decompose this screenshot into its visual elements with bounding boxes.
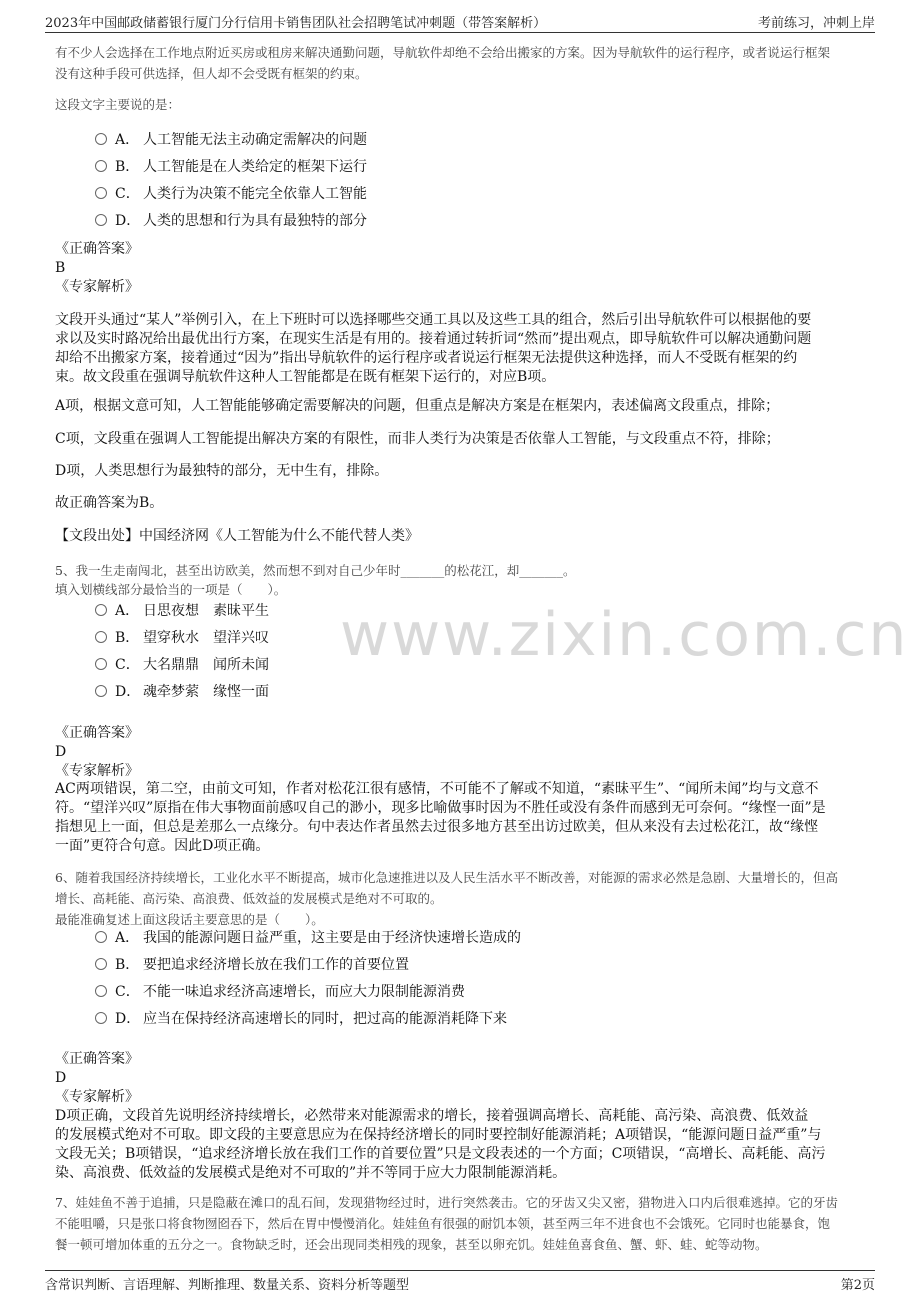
analysis-line: 束。故文段重在强调导航软件这种人工智能都是在既有框架下运行的，对应B项。 — [55, 369, 556, 385]
radio-icon[interactable] — [95, 1012, 107, 1024]
option-letter: A． — [115, 930, 140, 946]
q4-question: 这段文字主要说的是： — [55, 97, 181, 112]
option-letter: D． — [115, 213, 141, 229]
passage-line: 没有这种手段可供选择，但人却不会受既有框架的约束。 — [55, 66, 368, 81]
q5-option-b[interactable] — [95, 628, 269, 648]
stem-line: 7、娃娃鱼不善于追捕，只是隐蔽在滩口的乱石间，发现猎物经过时，进行突然袭击。它的牙齿又尖又密，猎物进入口内后很难逃掉。它的牙齿 — [55, 1195, 838, 1210]
q5-analysis — [55, 780, 865, 856]
q4-option-a[interactable] — [95, 130, 367, 150]
option-text: 不能一味追求经济高速增长，而应大力限制能源消费 — [143, 984, 465, 1000]
q6-option-c[interactable] — [95, 982, 465, 1002]
analysis-line: 文段开头通过“某人”举例引入，在上下班时可以选择哪些交通工具以及这些工具的组合，然后引出导航软件可以根据他的要 — [55, 312, 812, 328]
analysis-line: 求以及实时路况给出最优出行方案，在现实生活是有用的。接着通过转折词“然而”提出观点，即导航软件可以解决通勤问题 — [55, 331, 812, 347]
option-text: 人类行为决策不能完全依靠人工智能 — [143, 186, 367, 202]
page-header — [45, 10, 875, 33]
q4-conclusion: 故正确答案为B。 — [55, 495, 164, 511]
option-letter: C． — [115, 186, 140, 202]
header-slogan: 考前练习，冲刺上岸 — [757, 16, 875, 31]
q5-prompt: 填入划横线部分最恰当的一项是（ ）。 — [55, 582, 287, 597]
q5-option-d[interactable] — [95, 682, 269, 702]
q6-answer: D — [55, 1070, 67, 1086]
analysis-line: AC两项错误，第二空，由前文可知，作者对松花江很有感情，不可能不了解或不知道，“素昧平生”、“闻所未闻”均与文意不 — [55, 781, 819, 797]
q4-answer-label: 《正确答案》 — [55, 241, 139, 257]
analysis-line: 文段无关；B项错误，“追求经济增长放在我们工作的首要位置”只是文段表述的一个方面；C项错误，“高增长、高耗能、高污 — [55, 1146, 826, 1162]
stem-line: 增长、高耗能、高污染、高浪费、低效益的发展模式是绝对不可取的。 — [55, 891, 443, 906]
radio-icon[interactable] — [95, 931, 107, 943]
q6-stem — [55, 867, 865, 930]
q4-source: 【文段出处】中国经济网《人工智能为什么不能代替人类》 — [55, 528, 419, 544]
watermark: www.zixin.com.cn — [340, 600, 909, 670]
q6-analysis — [55, 1107, 865, 1183]
radio-icon[interactable] — [95, 631, 107, 643]
option-letter: B． — [115, 630, 140, 646]
option-letter: B． — [115, 957, 140, 973]
footer-description: 含常识判断、言语理解、判断推理、数量关系、资料分析等题型 — [45, 1278, 410, 1293]
option-text: 望穿秋水 望洋兴叹 — [143, 630, 269, 646]
option-letter: A． — [115, 603, 140, 619]
q4-option-d[interactable] — [95, 211, 367, 231]
q6-answer-label: 《正确答案》 — [55, 1051, 139, 1067]
option-text: 人工智能是在人类给定的框架下运行 — [143, 159, 367, 175]
q4-option-c-analysis: C项，文段重在强调人工智能提出解决方案的有限性，而非人类行为决策是否依靠人工智能，与文段重点不符，排除； — [55, 431, 780, 447]
q5-answer-label: 《正确答案》 — [55, 725, 139, 741]
option-text: 要把追求经济增长放在我们工作的首要位置 — [143, 957, 409, 973]
analysis-line: 符。“望洋兴叹”原指在伟大事物面前感叹自己的渺小，现多比喻做事时因为不胜任或没有条件而感到无可奈何。“缘悭一面”是 — [55, 800, 826, 816]
radio-icon[interactable] — [95, 214, 107, 226]
radio-icon[interactable] — [95, 133, 107, 145]
q5-analysis-label: 《专家解析》 — [55, 763, 139, 779]
stem-line: 6、随着我国经济持续增长，工业化水平不断提高，城市化急速推进以及人民生活水平不断改善，对能源的需求必然是急剧、大量增长的，但高 — [55, 870, 838, 885]
option-text: 魂牵梦萦 缘悭一面 — [143, 684, 269, 700]
page-number: 第2页 — [840, 1278, 875, 1293]
page-footer — [45, 1270, 875, 1293]
q7-stem — [55, 1192, 865, 1255]
q5-option-c[interactable] — [95, 655, 269, 675]
q4-option-b[interactable] — [95, 157, 367, 177]
option-letter: A． — [115, 132, 140, 148]
option-letter: D． — [115, 684, 141, 700]
radio-icon[interactable] — [95, 685, 107, 697]
option-text: 人工智能无法主动确定需解决的问题 — [143, 132, 367, 148]
stem-line: 餐一顿可增加体重的五分之一。食物缺乏时，还会出现同类相残的现象，甚至以卵充饥。娃娃鱼喜食鱼、蟹、虾、蛙、蛇等动物。 — [55, 1237, 768, 1252]
analysis-line: 一面”更符合句意。因此D项正确。 — [55, 838, 270, 854]
q6-analysis-label: 《专家解析》 — [55, 1089, 139, 1105]
analysis-line: 的发展模式绝对不可取。即文段的主要意思应为在保持经济增长的同时要控制好能源消耗；A项错误，“能源问题日益严重”与 — [55, 1127, 822, 1143]
radio-icon[interactable] — [95, 604, 107, 616]
radio-icon[interactable] — [95, 160, 107, 172]
analysis-line: D项正确，文段首先说明经济持续增长，必然带来对能源需求的增长，接着强调高增长、高耗能、高污染、高浪费、低效益 — [55, 1108, 809, 1124]
option-letter: B． — [115, 159, 140, 175]
q5-answer: D — [55, 744, 67, 760]
header-title: 2023年中国邮政储蓄银行厦门分行信用卡销售团队社会招聘笔试冲刺题（带答案解析） — [45, 16, 547, 31]
q6-option-a[interactable] — [95, 928, 521, 948]
option-letter: D． — [115, 1011, 141, 1027]
option-letter: C． — [115, 984, 140, 1000]
q5-stem: 5、我一生走南闯北，甚至出访欧美，然而想不到对自己少年时_______的松花江，却_______。 — [55, 563, 576, 578]
q4-answer: B — [55, 260, 66, 276]
analysis-line: 指想见上一面，但总是差那么一点缘分。句中表达作者虽然去过很多地方甚至出访过欧美，但从来没有去过松花江，故“缘悭 — [55, 819, 819, 835]
q4-option-a-analysis: A项，根据文意可知，人工智能能够确定需要解决的问题，但重点是解决方案是在框架内，表述偏离文段重点，排除； — [55, 398, 780, 414]
q6-option-b[interactable] — [95, 955, 409, 975]
radio-icon[interactable] — [95, 985, 107, 997]
stem-line: 最能准确复述上面这段话主要意思的是（ ）。 — [55, 912, 324, 927]
radio-icon[interactable] — [95, 187, 107, 199]
stem-line: 不能咀嚼，只是张口将食物囫囵吞下，然后在胃中慢慢消化。娃娃鱼有很强的耐饥本领，甚至两三年不进食也不会饿死。它同时也能暴食，饱 — [55, 1216, 831, 1231]
q4-analysis-label: 《专家解析》 — [55, 279, 139, 295]
q4-passage — [55, 42, 865, 84]
analysis-line: 却给不出搬家方案，接着通过“因为”指出导航软件的运行程序或者说运行框架无法提供这种选择，而人不受既有框架的约 — [55, 350, 798, 366]
q4-option-c[interactable] — [95, 184, 367, 204]
option-text: 我国的能源问题日益严重，这主要是由于经济快速增长造成的 — [143, 930, 521, 946]
analysis-line: 染、高浪费、低效益的发展模式是绝对不可取的”并不等同于应大力限制能源消耗。 — [55, 1165, 567, 1181]
passage-line: 有不少人会选择在工作地点附近买房或租房来解决通勤问题，导航软件却绝不会给出搬家的方案。因为导航软件的运行程序，或者说运行框架 — [55, 45, 831, 60]
q6-option-d[interactable] — [95, 1009, 507, 1029]
option-text: 应当在保持经济高速增长的同时，把过高的能源消耗降下来 — [143, 1011, 507, 1027]
option-text: 人类的思想和行为具有最独特的部分 — [143, 213, 367, 229]
q4-analysis — [55, 311, 865, 387]
option-text: 日思夜想 素昧平生 — [143, 603, 269, 619]
q5-option-a[interactable] — [95, 601, 269, 621]
q4-option-d-analysis: D项，人类思想行为最独特的部分，无中生有，排除。 — [55, 463, 389, 479]
radio-icon[interactable] — [95, 958, 107, 970]
option-text: 大名鼎鼎 闻所未闻 — [143, 657, 269, 673]
radio-icon[interactable] — [95, 658, 107, 670]
option-letter: C． — [115, 657, 140, 673]
